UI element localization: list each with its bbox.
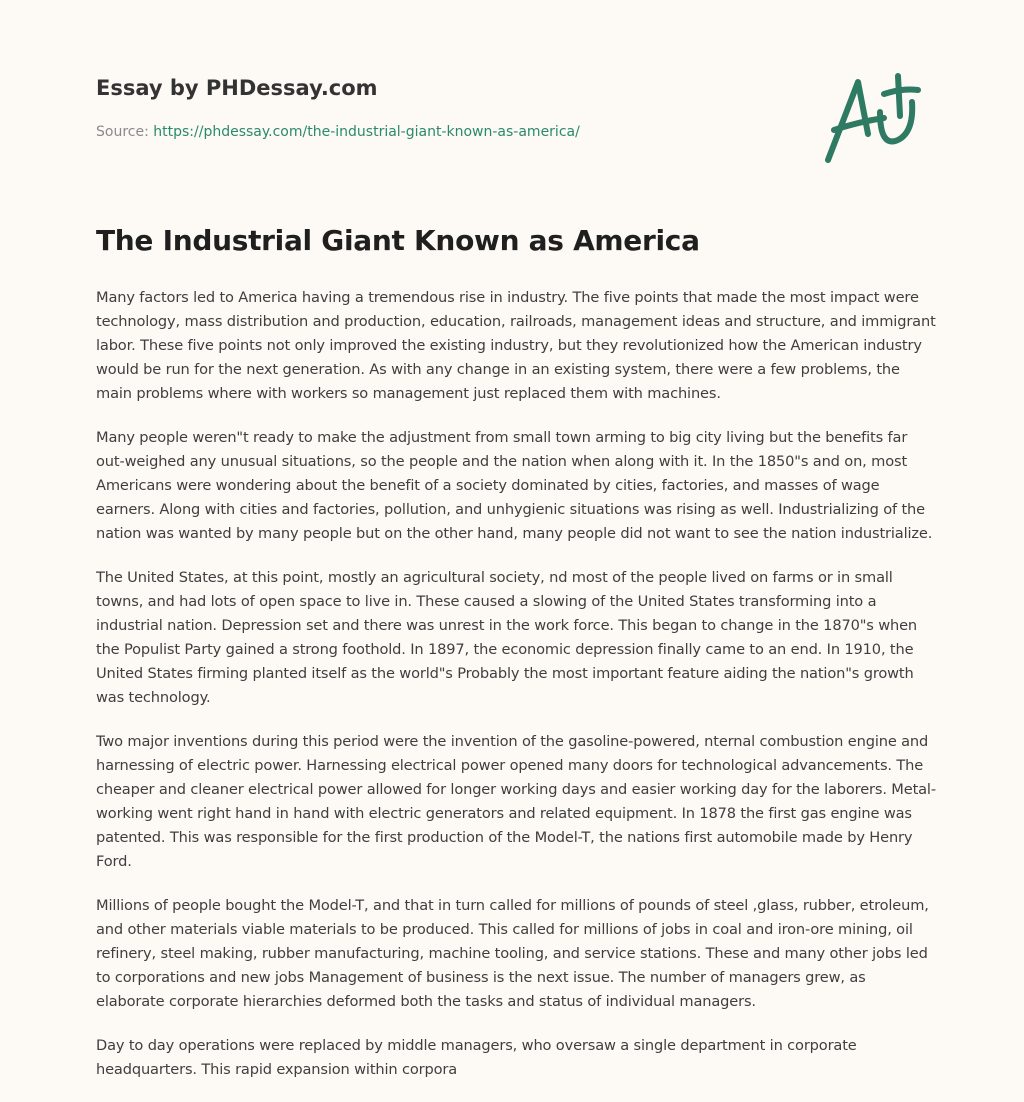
paragraph: Many people weren"t ready to make the adjustment from small town arming to big city living but the benefits far out-weighed any unusual situations, so the people and the nation when along with it. In the 1850"s and on, most Americans were wondering about the benefit of a society dominated by cities, factories, and masses of wage earners. Along with cities and factories, pollution, and unhygienic situations was rising as well. Industrializing of the nation was wanted by many people but on the other hand, many people did not want to see the nation industrialize. bbox=[96, 429, 933, 542]
essay-title: The Industrial Giant Known as America bbox=[96, 224, 700, 257]
paragraph: Day to day operations were replaced by middle managers, who oversaw a single department in corporate headquarters. This rapid expansion within corpora bbox=[96, 1037, 857, 1078]
essay-body bbox=[96, 286, 936, 1102]
paragraph: Two major inventions during this period were the invention of the gasoline-powered, nternal combustion engine and harnessing of electric power. Harnessing electrical power opened many doors for technological advancements. The cheaper and cleaner electrical power allowed for longer working days and easier working day for the laborers. Metal-working went right hand in hand with electric generators and related equipment. In 1878 the first gas engine was patented. This was responsible for the first production of the Model-T, the nations first automobile made by Henry Ford. bbox=[96, 733, 936, 870]
paragraph: The United States, at this point, mostly an agricultural society, nd most of the people lived on farms or in small towns, and had lots of open space to live in. These caused a slowing of the United States transforming into a industrial nation. Depression set and there was unrest in the work force. This began to change in the 1870"s when the Populist Party gained a strong foothold. In 1897, the economic depression finally came to an end. In 1910, the United States firming planted itself as the world"s Probably the most important feature aiding the nation"s growth was technology. bbox=[96, 569, 918, 706]
a-plus-logo-icon bbox=[818, 68, 928, 168]
source-link[interactable]: https://phdessay.com/the-industrial-giant-known-as-america/ bbox=[153, 124, 580, 140]
paragraph: Many factors led to America having a tremendous rise in industry. The five points that made the most impact were technology, mass distribution and production, education, railroads, management ideas and structure, and immigrant labor. These five points not only improved the existing industry, but they revolutionized how the American industry would be run for the next generation. As with any change in an existing system, there were a few problems, the main problems where with workers so management just replaced them with machines. bbox=[96, 289, 936, 402]
source-label: Source: bbox=[96, 124, 149, 140]
source-line bbox=[96, 124, 580, 140]
brand-title: Essay by PHDessay.com bbox=[96, 76, 378, 100]
paragraph: Millions of people bought the Model-T, and that in turn called for millions of pounds of steel ,glass, rubber, etroleum, and other materials viable materials to be produced. This called for millions of jobs in coal and iron-ore mining, oil refinery, steel making, rubber manufacturing, machine tooling, and service stations. These and many other jobs led to corporations and new jobs Management of business is the next issue. The number of managers grew, as elaborate corporate hierarchies deformed both the tasks and status of individual managers. bbox=[96, 897, 929, 1010]
